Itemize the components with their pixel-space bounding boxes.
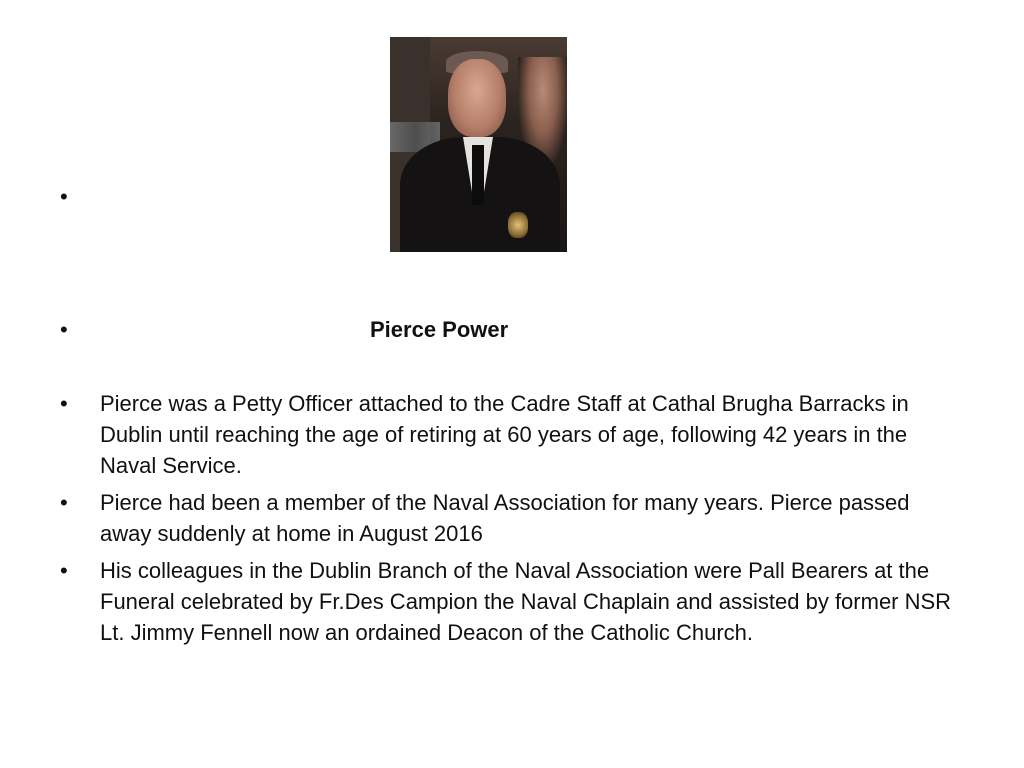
list-item-text: Pierce had been a member of the Naval Association for many years. Pierce passed away suddenly at home in August 2016 bbox=[100, 490, 910, 546]
bullet-marker: • bbox=[60, 490, 68, 515]
list-item bbox=[60, 555, 960, 648]
bullet-marker: • bbox=[60, 184, 68, 209]
bullet-list bbox=[60, 388, 960, 654]
list-item bbox=[60, 388, 960, 481]
list-item-text: His colleagues in the Dublin Branch of the Naval Association were Pall Bearers at the Funeral celebrated by Fr.Des Campion the Naval Chaplain and assisted by former NSR Lt. Jimmy Fennell now an ordained Deacon of the Catholic Church. bbox=[100, 558, 952, 645]
bullet-marker: • bbox=[60, 391, 68, 416]
slide-title: Pierce Power bbox=[370, 317, 509, 342]
bullet-marker: • bbox=[60, 558, 68, 583]
list-item-text: Pierce was a Petty Officer attached to the Cadre Staff at Cathal Brugha Barracks in Dublin until reaching the age of retiring at 60 years of age, following 42 years in the Naval Service. bbox=[100, 391, 909, 478]
bullet-marker: • bbox=[60, 317, 68, 342]
portrait-photo bbox=[390, 37, 567, 252]
list-item bbox=[60, 487, 960, 549]
